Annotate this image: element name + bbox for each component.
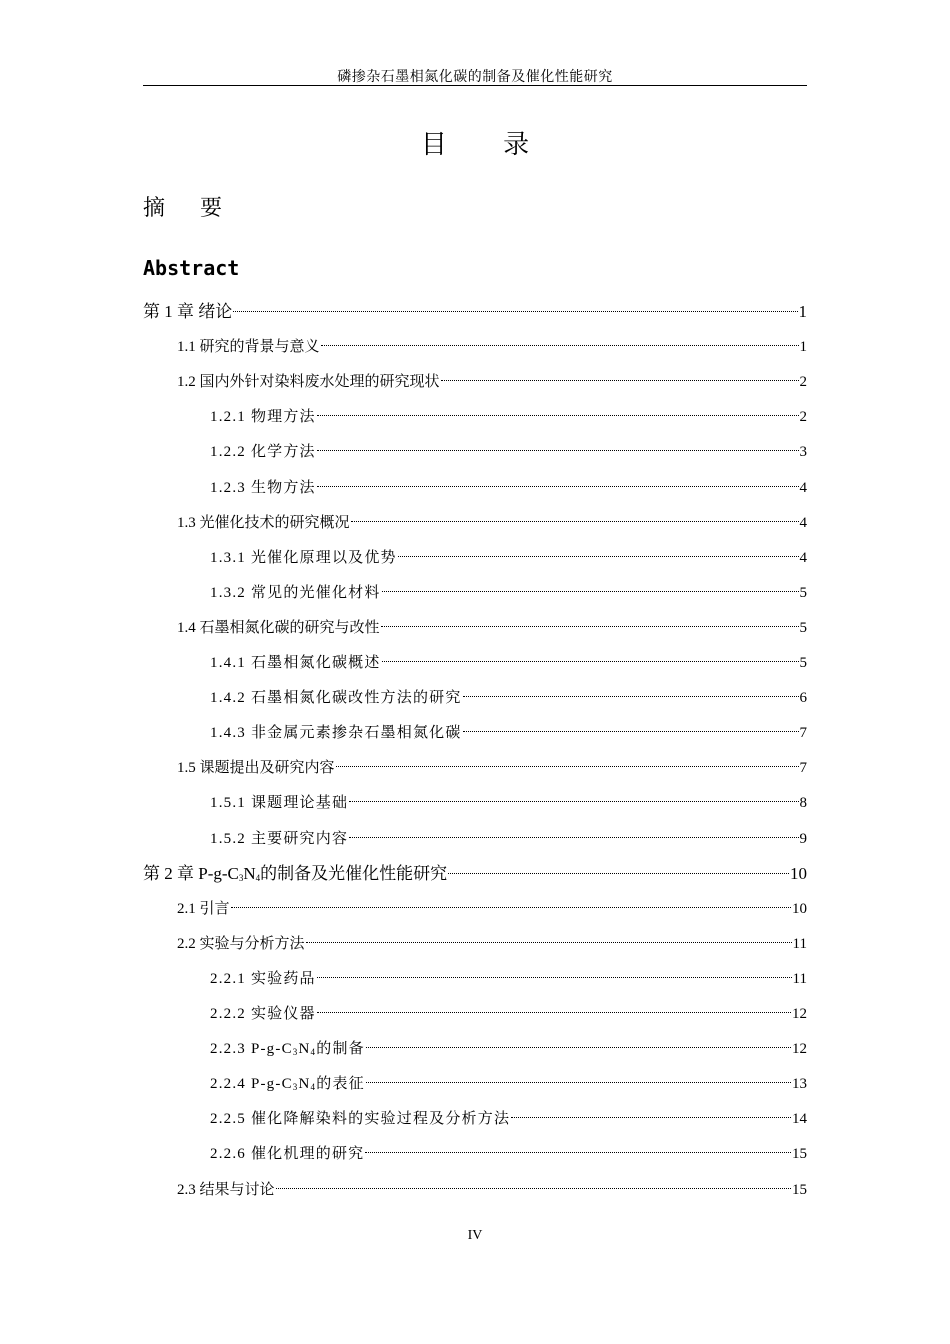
toc-page-number: 2 xyxy=(799,409,807,426)
toc-entry[interactable] xyxy=(177,371,807,393)
toc-entry[interactable] xyxy=(210,1038,807,1060)
toc-entry-label: 2.1 引言 xyxy=(177,900,230,917)
toc-entry[interactable] xyxy=(210,1073,807,1095)
toc-entry[interactable] xyxy=(143,301,807,323)
toc-leader-dots xyxy=(365,1152,791,1153)
toc-page-number: 6 xyxy=(799,690,807,707)
toc-leader-dots xyxy=(349,801,798,802)
toc-entry[interactable] xyxy=(177,617,807,639)
toc-leader-dots xyxy=(381,626,799,627)
toc-leader-dots xyxy=(382,661,799,662)
toc-entry-label: 2.3 结果与讨论 xyxy=(177,1181,275,1198)
toc-entry-label: 1.4.1 石墨相氮化碳概述 xyxy=(210,655,381,671)
toc-entry-label: 1.1 研究的背景与意义 xyxy=(177,339,320,356)
page-number: IV xyxy=(467,1228,483,1243)
toc-entry-label: 2.2.4 $P-g-C_3N_4$的表征 xyxy=(210,1076,365,1093)
toc-entry-label: 2.2.1 实验药品 xyxy=(210,970,316,987)
toc-page-number: 14 xyxy=(792,1111,807,1128)
toc-page-number: 12 xyxy=(792,1041,807,1058)
toc-entry-label: 1.5.2 主要研究内容 xyxy=(210,830,349,847)
toc-entry-label: 1.5 课题提出及研究内容 xyxy=(177,760,335,777)
toc-leader-dots xyxy=(317,1012,791,1013)
abstract-en-heading[interactable]: Abstract xyxy=(143,256,240,280)
toc-entry-label: 1.4.2 石墨相氮化碳改性方法的研究 xyxy=(210,690,462,707)
toc-entry[interactable] xyxy=(177,1179,807,1201)
toc-page-number: 10 xyxy=(790,863,807,883)
running-header: 磷掺杂石墨相氮化碳的制备及催化性能研究 xyxy=(337,70,613,85)
toc-entry-label: 2.2.3 $P-g-C_3N_4$的制备 xyxy=(210,1041,365,1058)
toc-entry-label: 第 2 章 $P-g-C_3N_4$的制备及光催化性能研究 xyxy=(143,863,448,883)
toc-entry-label: 1.2.3 生物方法 xyxy=(210,479,316,496)
toc-leader-dots xyxy=(317,450,799,451)
toc-entry[interactable] xyxy=(177,757,807,779)
toc-leader-dots xyxy=(306,942,792,943)
toc-page-number: 13 xyxy=(792,1076,807,1093)
toc-leader-dots xyxy=(349,837,798,838)
toc-entry-label: 1.3.1 光催化原理以及优势 xyxy=(210,549,397,566)
toc-page-number: 11 xyxy=(792,970,807,987)
toc-page-number: 2 xyxy=(799,374,807,391)
toc-leader-dots xyxy=(317,486,799,487)
toc-leader-dots xyxy=(463,731,799,732)
toc-leader-dots xyxy=(463,696,799,697)
toc-entry-label: 1.3 光催化技术的研究概况 xyxy=(177,514,350,531)
toc-page-number: 7 xyxy=(799,760,807,777)
toc-entry[interactable] xyxy=(210,828,807,850)
toc-page-number: 5 xyxy=(799,584,807,601)
toc-entry-label: 1.2 国内外针对染料废水处理的研究现状 xyxy=(177,374,440,391)
toc-entry[interactable] xyxy=(210,1108,807,1130)
toc-page-number: 5 xyxy=(799,655,807,671)
toc-entry[interactable] xyxy=(210,687,807,709)
toc-page-number: 10 xyxy=(792,900,807,917)
toc-entry[interactable] xyxy=(210,792,807,814)
toc-page-number: 15 xyxy=(792,1146,807,1163)
toc-entry[interactable] xyxy=(210,547,807,569)
toc-page-number: 9 xyxy=(799,830,807,847)
toc-leader-dots xyxy=(276,1188,791,1189)
toc-entry-label: 1.3.2 常见的光催化材料 xyxy=(210,584,381,601)
toc-page-number: 4 xyxy=(799,514,807,531)
toc-leader-dots xyxy=(511,1117,791,1118)
toc-entry-label: 1.4 石墨相氮化碳的研究与改性 xyxy=(177,619,380,636)
toc-leader-dots xyxy=(231,907,791,908)
toc-leader-dots xyxy=(366,1082,791,1083)
toc-entry[interactable] xyxy=(210,1143,807,1165)
toc-entry-label: 2.2 实验与分析方法 xyxy=(177,935,305,952)
toc-page-number: 4 xyxy=(799,479,807,496)
toc-page-number: 15 xyxy=(792,1181,807,1198)
toc-entry[interactable] xyxy=(210,652,807,674)
toc-entry[interactable] xyxy=(210,441,807,463)
toc-leader-dots xyxy=(351,521,799,522)
toc-entry[interactable] xyxy=(210,406,807,428)
toc-entry-label: 1.4.3 非金属元素掺杂石墨相氮化碳 xyxy=(210,725,462,742)
toc-entry[interactable] xyxy=(143,863,807,885)
toc-entry[interactable] xyxy=(210,968,807,990)
toc-entry-label: 2.2.5 催化降解染料的实验过程及分析方法 xyxy=(210,1111,511,1128)
toc-leader-dots xyxy=(317,977,792,978)
toc-leader-dots xyxy=(398,556,799,557)
toc-page-number: 7 xyxy=(799,725,807,742)
toc-entry-label: 2.2.2 实验仪器 xyxy=(210,1006,316,1022)
toc-page-number: 11 xyxy=(792,935,807,952)
toc-entry[interactable] xyxy=(177,933,807,955)
toc-entry[interactable] xyxy=(210,722,807,744)
toc-leader-dots xyxy=(233,311,797,312)
toc-leader-dots xyxy=(336,766,799,767)
toc-page-number: 12 xyxy=(792,1006,807,1022)
toc-leader-dots xyxy=(321,345,799,346)
toc-page-number: 8 xyxy=(799,795,807,812)
toc-entry[interactable] xyxy=(177,336,807,358)
toc-entry[interactable] xyxy=(177,512,807,534)
toc-entry[interactable] xyxy=(177,898,807,920)
toc-entry-label: 1.5.1 课题理论基础 xyxy=(210,795,349,812)
toc-page-number: 5 xyxy=(799,619,807,636)
toc-page-number: 4 xyxy=(799,549,807,566)
toc-entry-label: 2.2.6 催化机理的研究 xyxy=(210,1146,365,1163)
toc-page-number: 1 xyxy=(799,339,807,356)
toc-leader-dots xyxy=(448,873,789,874)
toc-leader-dots xyxy=(382,591,799,592)
header-rule xyxy=(143,85,807,86)
toc-entry-label: 第 1 章 绪论 xyxy=(143,302,233,321)
toc-entry[interactable] xyxy=(210,477,807,499)
toc-entry-label: 1.2.2 化学方法 xyxy=(210,444,316,461)
toc-page-number: 1 xyxy=(798,302,807,321)
abstract-zh-heading[interactable]: 摘 要 xyxy=(143,196,236,221)
toc-entry[interactable] xyxy=(210,1003,807,1025)
toc-entry-label: 1.2.1 物理方法 xyxy=(210,409,316,426)
toc-title: 目 录 xyxy=(420,130,554,160)
toc-page-number: 3 xyxy=(799,444,807,461)
toc-leader-dots xyxy=(366,1047,791,1048)
toc-leader-dots xyxy=(317,415,799,416)
toc-entry[interactable] xyxy=(210,582,807,604)
toc-leader-dots xyxy=(441,380,799,381)
